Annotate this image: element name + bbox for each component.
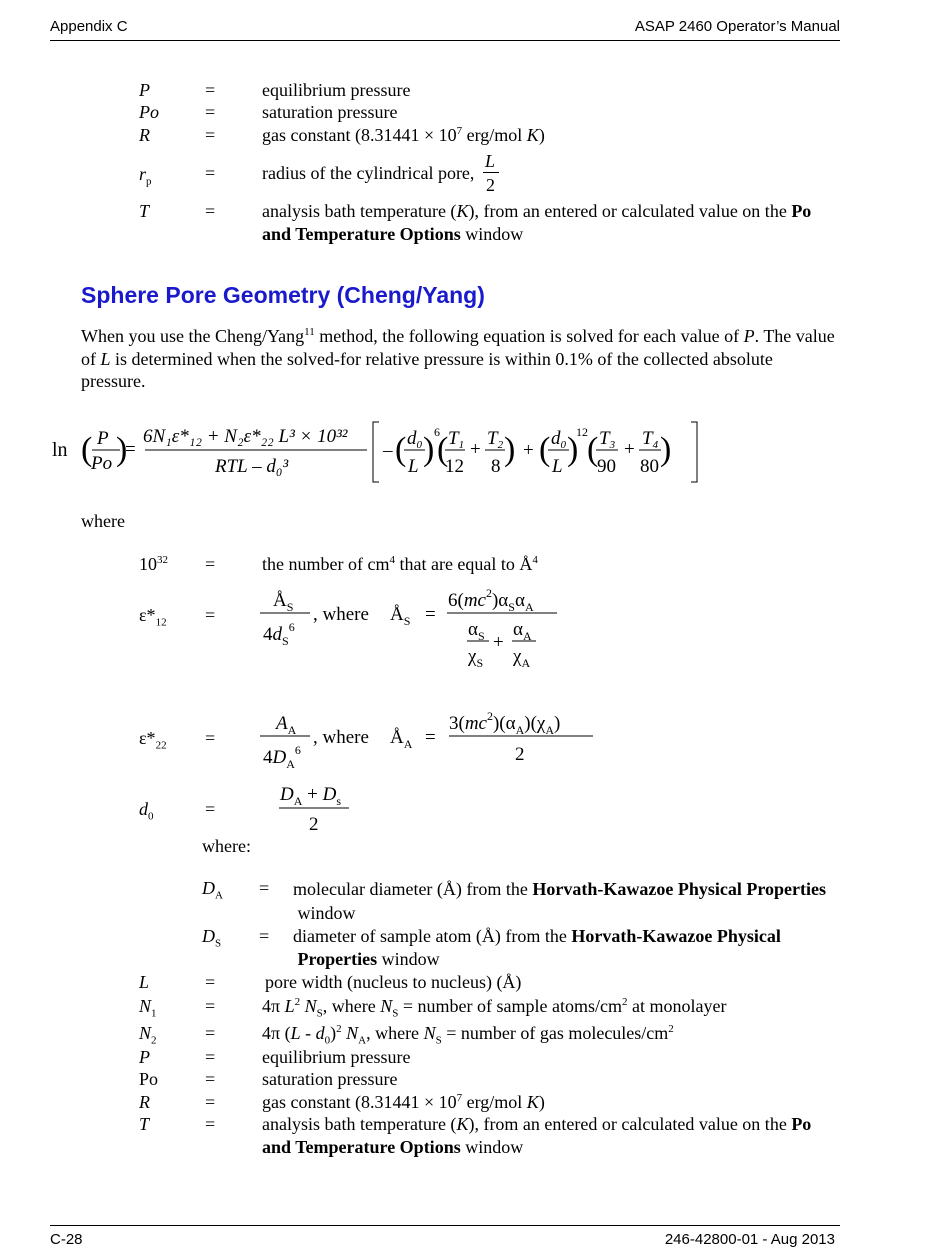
- def-r-equals: =: [205, 125, 216, 145]
- eq-po: Po: [91, 453, 113, 474]
- svg-text:12: 12: [576, 425, 588, 439]
- section-intro: When you use the Cheng/Yang$^{11}$ method, the following equation is solved for each value of P. The value of L is determined when the solved-for relative pressure is within 0.1% of the collected absolute pressure.: [81, 326, 835, 391]
- header-right: ASAP 2460 Operator’s Manual: [634, 18, 840, 35]
- where-label: where: [81, 511, 125, 531]
- svg-text:AA: $A_A$: [276, 713, 297, 737]
- svg-text:L: L: [552, 456, 563, 477]
- def2-po-symbol: Po: [139, 1069, 159, 1089]
- def-1032-text: the number of $cm^4$ that are equal to $Å^4$: [262, 554, 538, 574]
- svg-text:T2: $T_2$: [487, 428, 504, 451]
- def-t-text: analysis bath temperature (K), from an entered or calculated value on the Po and Temperature Options window: [262, 201, 812, 244]
- def2-po-equals: =: [205, 1069, 216, 1089]
- def2-r-equals: =: [205, 1092, 216, 1112]
- def-1032-symbol: $10^{32}$: [139, 554, 168, 574]
- svg-text:d0: $d_0$: [551, 428, 566, 451]
- svg-text:): ): [567, 431, 579, 468]
- def-rp-numerator: L: [485, 151, 496, 171]
- svg-text:80: 80: [640, 456, 659, 477]
- eq-numerator: 6N₁ε*₁₂ + N₂ε*₂₂ L³ × 10³²: [143, 426, 348, 447]
- svg-text:χA: $\chi_A$: [513, 646, 531, 670]
- svg-text:(: (: [539, 431, 551, 468]
- eq-paren-left: (: [81, 431, 93, 468]
- eps22-formula: [255, 705, 615, 775]
- def-ds-equals: =: [259, 926, 270, 946]
- footer-page-number: C-28: [50, 1231, 83, 1248]
- svg-text:2: 2: [309, 814, 319, 835]
- eq-ln: ln: [52, 439, 68, 461]
- svg-text:+: +: [624, 439, 635, 460]
- def-ds-symbol: $D_S$: [202, 926, 222, 950]
- svg-text:90: 90: [597, 456, 616, 477]
- def-l-symbol: L: [139, 972, 150, 992]
- def-n1-symbol: $N_1$: [139, 996, 157, 1020]
- def-eps22-equals: =: [205, 728, 216, 748]
- svg-text:=: =: [425, 727, 436, 748]
- svg-text:12: 12: [445, 456, 464, 477]
- def-p-text: equilibrium pressure: [262, 80, 411, 100]
- def-r-symbol: R: [139, 125, 150, 145]
- def2-t-equals: =: [205, 1114, 216, 1134]
- section-heading: Sphere Pore Geometry (Cheng/Yang): [81, 282, 485, 308]
- def2-po-text: saturation pressure: [262, 1069, 398, 1089]
- svg-text:): ): [504, 431, 516, 468]
- def-po-equals: =: [205, 102, 216, 122]
- footer-rule: [50, 1225, 840, 1226]
- def-rp-denominator: 2: [486, 175, 495, 195]
- header-left: Appendix C: [50, 18, 128, 35]
- eps12-formula: [255, 582, 585, 672]
- svg-text:4dS6: $4d_S^6$: [263, 620, 295, 648]
- eps22-where: , where: [313, 727, 369, 748]
- svg-text:χS: $\chi_S$: [468, 646, 484, 670]
- def-n1-text: 4π $L^2$ $N_S$, where $N_S$ = number of sample atoms/$cm^2$ at monolayer: [262, 996, 727, 1020]
- def-da-text: molecular diameter (Å) from the Horvath-Kawazoe Physical Properties window: [293, 879, 827, 923]
- eq-bracket-left: [373, 422, 379, 482]
- def2-r-symbol: R: [139, 1092, 150, 1112]
- eq-denominator: RTL – d₀³: [215, 456, 289, 477]
- d0-formula: [275, 778, 385, 838]
- def-eps12-equals: =: [205, 605, 216, 625]
- def-n1-equals: =: [205, 996, 216, 1016]
- def-po-text: saturation pressure: [262, 102, 398, 122]
- svg-text:(: (: [587, 431, 599, 468]
- svg-text:+: +: [523, 440, 534, 461]
- def2-p-text: equilibrium pressure: [262, 1047, 411, 1067]
- def2-r-text: gas constant ($8.31441 \times 10^7$ erg/mol K): [262, 1092, 545, 1112]
- def-d0-equals: =: [205, 799, 216, 819]
- eq-paren-right: ): [116, 431, 128, 468]
- svg-text:αS: $\alpha_S$: [468, 619, 485, 643]
- svg-text:6: 6: [434, 425, 440, 439]
- svg-text:T3: $T_3$: [599, 428, 616, 451]
- def-r-text: gas constant ($8.31441 \times 10^7$ erg/mol K): [262, 125, 545, 145]
- svg-text:ÅA: $Å_A$: [390, 727, 413, 751]
- svg-text:αA: $\alpha_A$: [513, 619, 532, 643]
- def-t-symbol: T: [139, 201, 150, 221]
- svg-text:): ): [660, 431, 672, 468]
- svg-text:+: +: [493, 632, 504, 653]
- def-n2-text: 4π $(L - d_0)^2$ $N_A$, where $N_S$ = number of gas molecules/$cm^2$: [262, 1023, 674, 1047]
- footer-doc-id: 246-42800-01 - Aug 2013: [664, 1231, 835, 1248]
- main-equation: [45, 416, 765, 496]
- svg-text:(: (: [437, 431, 449, 468]
- eq-equals: =: [125, 439, 136, 460]
- def-rp-fraction-bar: [483, 172, 499, 173]
- def-t-equals: =: [205, 201, 216, 221]
- eq-bracket-right: [691, 422, 697, 482]
- def2-t-symbol: T: [139, 1114, 150, 1134]
- eps12-where: , where: [313, 604, 369, 625]
- def-po-symbol: Po: [139, 102, 159, 122]
- def-rp-equals: =: [205, 163, 216, 183]
- svg-text:(: (: [395, 431, 407, 468]
- def-1032-equals: =: [205, 554, 216, 574]
- def-rp-symbol: $r_p$: [139, 164, 152, 188]
- def2-p-symbol: P: [139, 1047, 150, 1067]
- svg-text:+: +: [470, 439, 481, 460]
- svg-text:8: 8: [491, 456, 501, 477]
- svg-text:T4: $T_4$: [642, 428, 659, 451]
- svg-text:3(mc2)(αA)(χA): $3(mc^2)(\alpha_A)(\chi_A)$: [449, 709, 561, 737]
- def2-t-text: analysis bath temperature (K), from an entered or calculated value on the Po and Temperature Options window: [262, 1114, 812, 1157]
- def-l-text: pore width (nucleus to nucleus) (Å): [265, 972, 522, 992]
- svg-text:L: L: [408, 456, 419, 477]
- svg-text:): ): [423, 431, 435, 468]
- svg-text:ÅS: $Å_S$: [273, 590, 294, 614]
- def-d0-symbol: $d_0$: [139, 799, 154, 823]
- def-n2-equals: =: [205, 1023, 216, 1043]
- def-rp-text: radius of the cylindrical pore,: [262, 163, 475, 183]
- def-da-symbol: $D_A$: [202, 878, 223, 902]
- def-ds-text: diameter of sample atom (Å) from the Horvath-Kawazoe Physical Properties window: [293, 926, 781, 969]
- svg-text:ÅS: $Å_S$: [390, 604, 411, 628]
- header-rule: [50, 40, 840, 41]
- svg-text:6(mc2)αSαA: $6(mc^2)\alpha_S\alpha_A$: [448, 586, 534, 614]
- def2-p-equals: =: [205, 1047, 216, 1067]
- svg-text:DA + Ds: $D_A + D_s$: [280, 784, 342, 808]
- svg-text:=: =: [425, 604, 436, 625]
- eq-p: P: [97, 428, 109, 449]
- svg-text:d0: $d_0$: [407, 428, 422, 451]
- svg-text:2: 2: [515, 744, 525, 765]
- def-eps12-symbol: $\varepsilon*_{12}$: [139, 605, 167, 629]
- def-p-equals: =: [205, 80, 216, 100]
- def-l-equals: =: [205, 972, 216, 992]
- def-p-symbol: P: [139, 80, 150, 100]
- where-colon-label: where:: [202, 836, 251, 856]
- svg-text:T1: $T_1$: [448, 428, 465, 451]
- def-da-equals: =: [259, 878, 270, 898]
- def-eps22-symbol: $\varepsilon*_{22}$: [139, 728, 167, 752]
- def-n2-symbol: $N_2$: [139, 1023, 157, 1047]
- eq-minus: –: [383, 440, 393, 461]
- svg-text:4DA6: $4D_A^6$: [263, 743, 301, 771]
